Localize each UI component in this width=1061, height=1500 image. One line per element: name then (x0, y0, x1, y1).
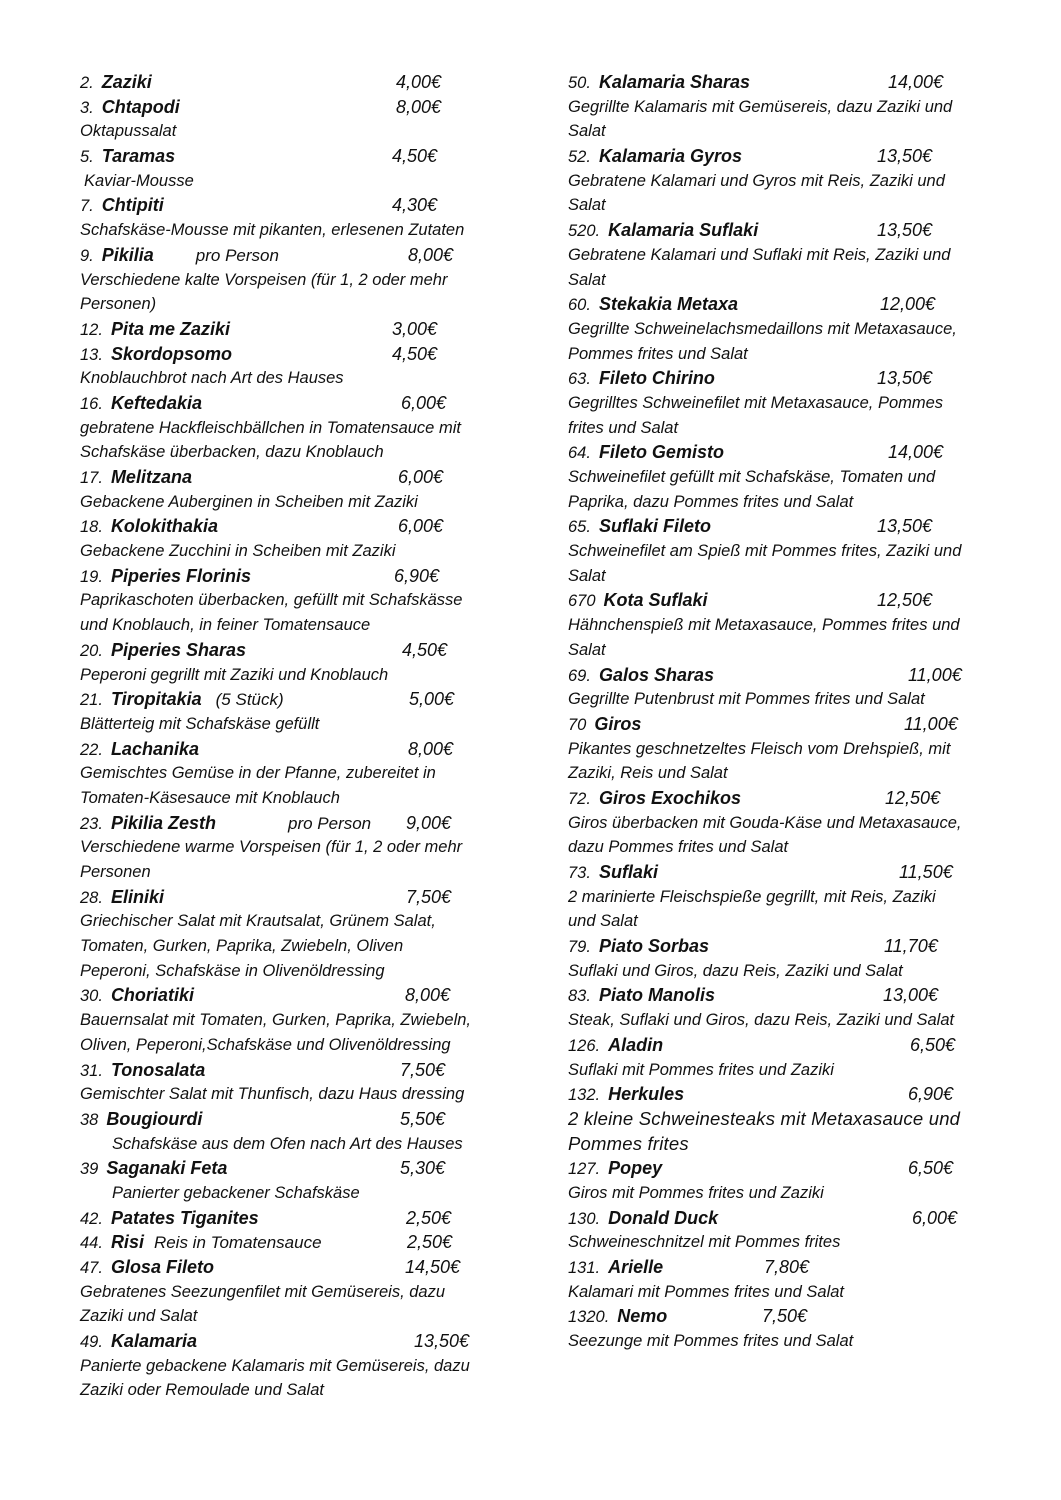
item-name: Fileto Chirino (598, 368, 715, 389)
menu-item-header (568, 1033, 1008, 1058)
menu-item (80, 342, 520, 391)
menu-item-header (568, 292, 1008, 317)
item-number: 30. (80, 987, 103, 1006)
item-price: 4,50€ (402, 639, 448, 660)
item-number: 79. (568, 938, 591, 957)
menu-item (568, 786, 1008, 860)
item-number: 47. (80, 1259, 103, 1277)
item-price: 6,00€ (401, 392, 447, 413)
menu-item (80, 983, 520, 1057)
item-description: Peperoni, Schafskäse in Olivenöldressing (80, 961, 385, 980)
item-description: und Knoblauch, in feiner Tomatensauce (80, 616, 371, 635)
item-number: 60. (568, 296, 591, 315)
item-price: 2,50€ (406, 1207, 452, 1228)
item-price: 13,50€ (877, 516, 933, 537)
menu-item-header (80, 687, 520, 712)
item-number: 7. (80, 197, 94, 216)
menu-item-header (80, 317, 520, 342)
menu-item-header (568, 144, 1008, 169)
item-name: Kalamaria (110, 1331, 197, 1352)
item-number: 65. (568, 518, 591, 537)
item-price: 6,00€ (398, 516, 444, 537)
item-number: 39 (80, 1160, 99, 1179)
menu-item-header (80, 243, 520, 268)
menu-item (568, 712, 1008, 786)
item-description: Gegrillte Kalamaris mit Gemüsereis, dazu Zaziki und (568, 97, 953, 116)
item-name: Piato Manolis (598, 985, 715, 1006)
item-description: 2 marinierte Fleischspieße gegrillt, mit Reis, Zaziki (568, 887, 936, 906)
item-price: 6,90€ (908, 1084, 954, 1105)
item-price: 6,90€ (394, 565, 440, 586)
item-description: Suflaki mit Pommes frites und Zaziki (568, 1060, 834, 1079)
item-name: Chtapodi (101, 96, 180, 117)
item-description: Zaziki, Reis und Salat (568, 764, 728, 783)
item-number: 72. (568, 789, 591, 808)
menu-item-header (568, 1304, 1008, 1329)
menu-item-header (568, 712, 1008, 737)
menu-item-header (568, 514, 1008, 539)
item-description: Panierte gebackene Kalamaris mit Gemüsereis, dazu (80, 1356, 470, 1375)
menu-item (80, 737, 520, 811)
item-price: 11,70€ (884, 936, 938, 957)
item-name: Glosa Fileto (110, 1257, 214, 1277)
item-description: gebratene Hackfleischbällchen in Tomatensauce mit (80, 418, 461, 437)
item-description: Gebratene Kalamari und Suflaki mit Reis, Zaziki und (568, 245, 951, 264)
item-number: 13. (80, 345, 103, 364)
item-price: 5,00€ (409, 689, 455, 710)
item-number: 520. (568, 222, 601, 241)
item-name: Patates Tiganites (110, 1207, 259, 1228)
item-description: frites und Salat (568, 418, 679, 437)
item-number: 12. (80, 320, 103, 339)
item-number: 69. (568, 666, 591, 685)
item-name: Pikilia Zesth (110, 812, 216, 833)
item-name: Kota Suflaki (603, 590, 708, 611)
menu-item-header (80, 465, 520, 490)
item-price: 5,30€ (400, 1158, 446, 1179)
menu-item-header (568, 1255, 1008, 1280)
menu-item (568, 440, 1008, 514)
menu-item (568, 934, 1008, 983)
menu-item (568, 860, 1008, 934)
item-name: Popey (608, 1158, 663, 1179)
item-description: Personen (80, 863, 151, 881)
item-description: Paprika, dazu Pommes frites und Salat (568, 492, 854, 511)
item-note: pro Person (195, 245, 279, 265)
item-price: 14,00€ (888, 442, 944, 463)
menu-item-header (80, 1107, 520, 1132)
menu-item-header (80, 1058, 520, 1083)
menu-item-header (80, 1156, 520, 1181)
item-name: Pikilia (101, 244, 154, 265)
item-name: Risi (110, 1232, 144, 1253)
menu-item (568, 1156, 1008, 1205)
item-description: Salat (568, 270, 606, 289)
menu-item (80, 1107, 520, 1156)
item-number: 5. (80, 148, 94, 167)
menu-column-left (80, 70, 520, 1403)
item-name: Giros Exochikos (598, 787, 741, 808)
item-price: 6,00€ (912, 1207, 958, 1228)
item-number: 22. (80, 740, 103, 759)
item-name: Piperies Florinis (110, 565, 251, 586)
item-description: Schweineschnitzel mit Pommes frites (568, 1233, 841, 1252)
menu-item (568, 514, 1008, 588)
menu-item (568, 366, 1008, 440)
item-number: 127. (568, 1160, 601, 1179)
item-description: Steak, Suflaki und Giros, dazu Reis, Zaziki und Salat (568, 1011, 955, 1030)
item-description: Kaviar-Mousse (84, 171, 194, 190)
menu-item (80, 144, 520, 193)
menu-item-header (568, 1156, 1008, 1181)
item-description: Gebratene Kalamari und Gyros mit Reis, Zaziki und (568, 171, 945, 190)
item-name: Choriatiki (110, 985, 194, 1006)
menu-item (568, 70, 1008, 144)
item-name: Stekakia Metaxa (598, 294, 739, 315)
item-price: 14,50€ (405, 1257, 461, 1277)
item-description: Salat (568, 196, 606, 215)
menu-item-header (568, 588, 1008, 613)
item-price: 11,00€ (904, 713, 958, 734)
item-description: Schweinefilet am Spieß mit Pommes frites, Zaziki und (568, 542, 962, 561)
menu-item-header (568, 786, 1008, 811)
menu-item (80, 391, 520, 465)
menu-item (80, 95, 520, 144)
menu-item-header (568, 1206, 1008, 1231)
item-name: Kolokithakia (110, 516, 218, 537)
menu-item (568, 588, 1008, 662)
menu-item-header (568, 366, 1008, 391)
menu-item-header (568, 983, 1008, 1008)
item-price: 2,50€ (407, 1232, 453, 1253)
item-price: 6,00€ (398, 467, 444, 487)
item-description: Gegrillte Putenbrust mit Pommes frites und Salat (568, 690, 925, 709)
item-name: Skordopsomo (110, 343, 232, 364)
item-number: 16. (80, 394, 103, 413)
item-description: Seezunge mit Pommes frites und Salat (568, 1332, 854, 1351)
item-description: Suflaki und Giros, dazu Reis, Zaziki und Salat (568, 961, 903, 980)
item-number: 3. (80, 98, 94, 117)
item-price: 6,50€ (910, 1034, 956, 1055)
item-price: 13,00€ (883, 985, 939, 1006)
item-description: Gebackene Zucchini in Scheiben mit Zaziki (80, 542, 396, 561)
menu-item (80, 193, 520, 242)
item-price: 7,80€ (764, 1257, 810, 1277)
item-price: 9,00€ (406, 812, 452, 833)
item-note: Reis in Tomatensauce (153, 1233, 322, 1253)
item-price: 13,50€ (414, 1331, 470, 1352)
item-description: Blätterteig mit Schafskäse gefüllt (80, 714, 320, 733)
item-name: Aladin (608, 1034, 664, 1055)
item-description: Schafskäse überbacken, dazu Knoblauch (80, 443, 384, 462)
item-price: 13,50€ (877, 146, 933, 167)
item-number: 20. (80, 641, 103, 660)
menu-item (80, 1206, 520, 1231)
menu-item (80, 1156, 520, 1205)
menu-item (80, 885, 520, 984)
item-price: 14,00€ (888, 72, 944, 92)
item-name: Galos Sharas (598, 664, 714, 685)
menu-item-header (80, 638, 520, 663)
menu-item (568, 663, 1008, 712)
item-number: 23. (80, 814, 103, 833)
item-name: Suflaki (598, 862, 658, 882)
item-price: 12,50€ (877, 590, 933, 611)
item-name: Piato Sorbas (598, 936, 709, 957)
item-number: 64. (568, 444, 591, 463)
menu-item (80, 1255, 520, 1329)
menu-item (568, 1082, 1008, 1156)
item-description: Pommes frites (568, 1132, 689, 1154)
item-description: Zaziki und Salat (80, 1307, 198, 1326)
item-name: Nemo (617, 1306, 668, 1327)
item-description: Panierter gebackener Schafskäse (112, 1183, 360, 1202)
item-description: Tomaten, Gurken, Paprika, Zwiebeln, Oliven (80, 937, 404, 956)
item-price: 3,00€ (392, 318, 438, 339)
menu-item-header (80, 391, 520, 416)
menu-column-right (568, 70, 1008, 1354)
item-name: Zaziki (101, 72, 152, 92)
item-price: 8,00€ (405, 985, 451, 1006)
menu-item-header (80, 885, 520, 910)
menu-item-header (80, 514, 520, 539)
item-number: 44. (80, 1234, 103, 1253)
item-price: 5,50€ (400, 1108, 446, 1129)
item-number: 50. (568, 74, 591, 92)
item-name: Taramas (101, 146, 176, 167)
item-number: 38 (80, 1110, 99, 1129)
item-number: 1320. (568, 1308, 610, 1327)
menu-item (80, 317, 520, 342)
menu-item (80, 687, 520, 736)
item-name: Kalamaria Suflaki (608, 220, 759, 241)
item-name: Kalamaria Sharas (598, 72, 751, 92)
item-price: 4,50€ (392, 146, 438, 167)
item-price: 8,00€ (396, 96, 442, 117)
menu-item (568, 144, 1008, 218)
item-description: Verschiedene warme Vorspeisen (für 1, 2 oder mehr (80, 838, 463, 857)
menu-item-header (568, 663, 1008, 688)
item-name: Pita me Zaziki (110, 318, 230, 339)
item-description: Pommes frites und Salat (568, 344, 748, 363)
item-name: Herkules (608, 1084, 685, 1105)
item-name: Giros (594, 713, 642, 734)
item-description: Gebackene Auberginen in Scheiben mit Zaziki (80, 492, 418, 511)
menu-item-header (80, 1230, 520, 1255)
item-name: Donald Duck (608, 1207, 719, 1228)
item-description: 2 kleine Schweinesteaks mit Metaxasauce und (568, 1107, 961, 1129)
item-price: 7,50€ (400, 1059, 446, 1080)
item-number: 131. (568, 1259, 601, 1277)
item-price: 4,00€ (396, 72, 442, 92)
item-number: 63. (568, 370, 591, 389)
item-description: Schafskäse aus dem Ofen nach Art des Hauses (112, 1134, 463, 1153)
menu-item (568, 1255, 1008, 1304)
item-number: 52. (568, 148, 591, 167)
item-description: Personen) (80, 295, 157, 314)
item-name: Fileto Gemisto (598, 442, 724, 463)
item-description: Zaziki oder Remoulade und Salat (80, 1381, 324, 1400)
item-description: und Salat (568, 912, 638, 931)
item-number: 19. (80, 567, 103, 586)
item-description: Oktapussalat (80, 122, 177, 141)
menu-item (80, 514, 520, 563)
menu-item-header (80, 70, 520, 95)
item-number: 21. (80, 691, 103, 710)
item-name: Bougiourdi (106, 1108, 203, 1129)
menu-item-header (80, 1255, 520, 1280)
item-number: 17. (80, 469, 103, 487)
menu-item-header (80, 193, 520, 218)
menu-item-header (80, 1206, 520, 1231)
item-price: 7,50€ (762, 1306, 808, 1327)
item-description: Schweinefilet gefüllt mit Schafskäse, Tomaten und (568, 468, 936, 486)
menu-item-header (80, 983, 520, 1008)
item-name: Suflaki Fileto (598, 516, 711, 537)
item-price: 4,30€ (392, 195, 438, 216)
item-number: 28. (80, 888, 103, 907)
item-name: Arielle (608, 1257, 664, 1277)
item-name: Eliniki (110, 886, 164, 907)
menu-item-header (80, 811, 520, 836)
item-description: Salat (568, 122, 606, 141)
menu-item (568, 1033, 1008, 1082)
item-price: 12,00€ (880, 294, 936, 315)
item-price: 11,00€ (908, 664, 962, 685)
item-note: (5 Stück) (215, 690, 284, 710)
menu-item-header (568, 440, 1008, 465)
menu-item (80, 465, 520, 514)
item-description: Giros überbacken mit Gouda-Käse und Metaxasauce, (568, 813, 962, 832)
item-name: Chtipiti (101, 195, 164, 216)
menu-item-header (80, 144, 520, 169)
item-number: 73. (568, 864, 591, 882)
menu-item-header (80, 737, 520, 762)
menu-item (568, 1206, 1008, 1255)
menu-item-header (80, 1329, 520, 1354)
item-number: 132. (568, 1086, 601, 1105)
item-price: 4,50€ (392, 343, 438, 364)
item-description: Giros mit Pommes frites und Zaziki (568, 1183, 824, 1202)
menu-item-header (80, 342, 520, 367)
item-name: Kalamaria Gyros (598, 146, 743, 167)
item-description: Salat (568, 566, 606, 585)
item-number: 670 (568, 592, 596, 611)
item-description: Paprikaschoten überbacken, gefüllt mit Schafskässe (80, 591, 463, 610)
item-price: 11,50€ (899, 862, 953, 882)
menu-item (80, 1329, 520, 1403)
menu-item (568, 292, 1008, 366)
item-price: 8,00€ (408, 244, 454, 265)
item-description: Oliven, Peperoni,Schafskäse und Olivenöldressing (80, 1035, 451, 1054)
item-description: Gegrilltes Schweinefilet mit Metaxasauce, Pommes (568, 393, 944, 412)
item-name: Melitzana (110, 467, 192, 487)
item-description: Bauernsalat mit Tomaten, Gurken, Paprika, Zwiebeln, (80, 1011, 471, 1030)
menu-item-header (568, 70, 1008, 95)
item-name: Keftedakia (110, 392, 202, 413)
item-price: 6,50€ (908, 1158, 954, 1179)
item-number: 70 (568, 715, 587, 734)
item-name: Saganaki Feta (106, 1158, 228, 1179)
item-description: Gegrillte Schweinelachsmedaillons mit Metaxasauce, (568, 319, 957, 338)
menu-item-header (568, 860, 1008, 885)
item-price: 7,50€ (406, 886, 452, 907)
item-number: 9. (80, 246, 94, 265)
menu-item (80, 638, 520, 687)
menu-item (568, 218, 1008, 292)
item-description: Gemischtes Gemüse in der Pfanne, zubereitet in (80, 764, 436, 783)
item-description: Salat (568, 640, 606, 659)
item-number: 83. (568, 987, 591, 1006)
menu-item-header (568, 934, 1008, 959)
item-description: Knoblauchbrot nach Art des Hauses (80, 369, 344, 388)
item-name: Tiropitakia (110, 689, 202, 710)
menu-item (80, 811, 520, 885)
menu-item-header (568, 218, 1008, 243)
item-description: Gebratenes Seezungenfilet mit Gemüsereis, dazu (80, 1282, 446, 1301)
menu-item (80, 70, 520, 95)
item-name: Lachanika (110, 738, 199, 759)
item-number: 126. (568, 1036, 601, 1055)
menu-item (568, 983, 1008, 1032)
item-number: 18. (80, 518, 103, 537)
item-description: Tomaten-Käsesauce mit Knoblauch (80, 788, 340, 807)
item-number: 31. (80, 1061, 103, 1080)
item-price: 12,50€ (885, 787, 941, 808)
menu-item (80, 1058, 520, 1107)
item-description: Schafskäse-Mousse mit pikanten, erlesenen Zutaten (80, 221, 465, 240)
menu-item (80, 564, 520, 638)
item-description: dazu Pommes frites und Salat (568, 838, 789, 857)
item-description: Hähnchenspieß mit Metaxasauce, Pommes frites und (568, 616, 960, 635)
item-name: Piperies Sharas (110, 639, 247, 660)
item-number: 42. (80, 1209, 103, 1228)
item-price: 13,50€ (877, 368, 933, 389)
item-number: 49. (80, 1333, 103, 1352)
item-price: 13,50€ (877, 220, 933, 241)
item-description: Gemischter Salat mit Thunfisch, dazu Haus dressing (80, 1085, 465, 1104)
menu-item-header (568, 1082, 1008, 1107)
menu-item (568, 1304, 1008, 1353)
menu-item (80, 243, 520, 317)
item-description: Peperoni gegrillt mit Zaziki und Knoblauch (80, 665, 389, 684)
menu-item (80, 1230, 520, 1255)
item-description: Verschiedene kalte Vorspeisen (für 1, 2 oder mehr (80, 270, 448, 289)
item-description: Kalamari mit Pommes frites und Salat (568, 1282, 845, 1301)
menu-item-header (80, 95, 520, 120)
item-description: Griechischer Salat mit Krautsalat, Grünem Salat, (80, 912, 436, 931)
item-description: Pikantes geschnetzeltes Fleisch vom Drehspieß, mit (568, 739, 951, 758)
item-name: Tonosalata (110, 1059, 206, 1080)
item-note: pro Person (287, 813, 372, 833)
item-number: 130. (568, 1209, 601, 1228)
item-price: 8,00€ (408, 738, 454, 759)
item-number: 2. (80, 74, 94, 92)
menu-item-header (80, 564, 520, 589)
